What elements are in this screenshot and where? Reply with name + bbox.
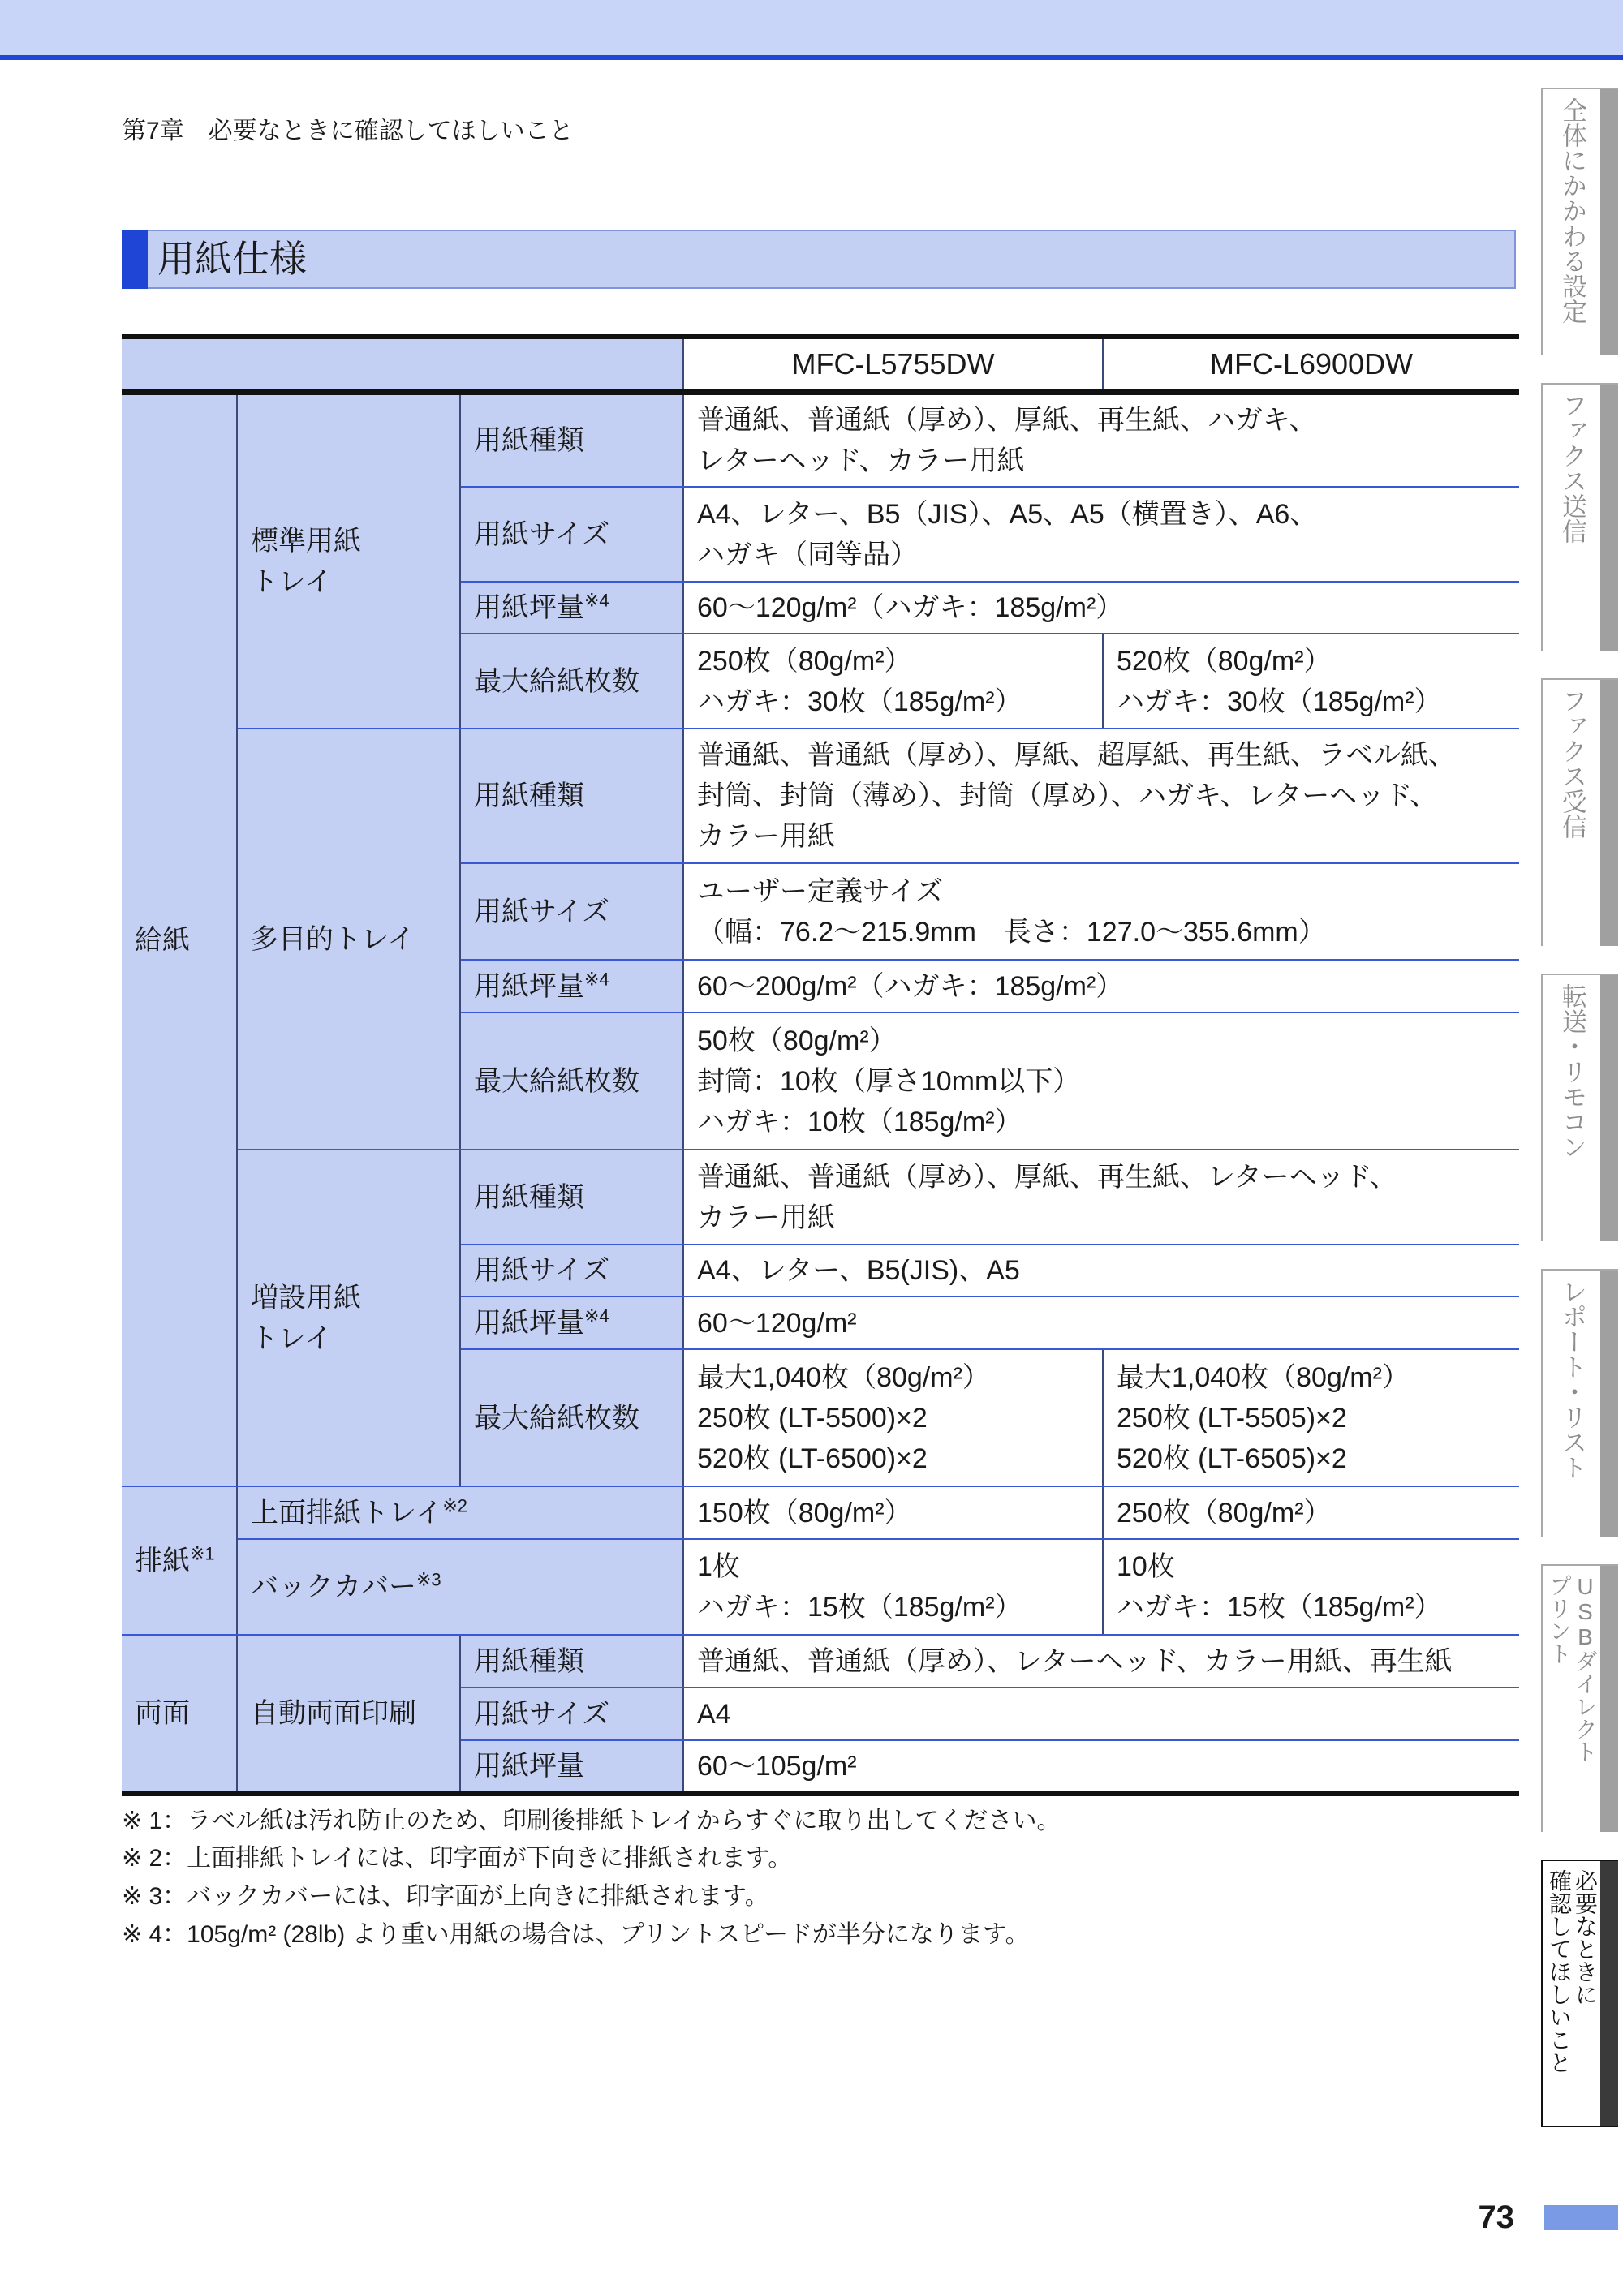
spec-value-line: 普通紙、普通紙（厚め）、厚紙、超厚紙、再生紙、ラベル紙、 <box>697 740 1456 771</box>
spec-value-line: 250枚（80g/m²） <box>697 645 912 677</box>
spec-value-line: A4 <box>697 1698 731 1730</box>
spec-value-line: 最大1,040枚（80g/m²） <box>697 1361 990 1393</box>
spec-value-line: 520枚 (LT-6505)×2 <box>1117 1443 1347 1474</box>
spec-value <box>683 863 1519 960</box>
spec-label-text: 用紙坪量 <box>474 592 584 623</box>
spec-label: 用紙サイズ <box>460 487 683 582</box>
side-tab-text <box>1544 1279 1599 1532</box>
spec-value <box>683 1150 1519 1245</box>
side-tab-fax-send[interactable] <box>1541 383 1618 651</box>
spec-label-text: バックカバー <box>251 1572 416 1602</box>
spec-value-line: ハガキ：30枚（185g/m²） <box>697 686 1022 717</box>
subgroup-label-standard-tray <box>237 393 460 729</box>
header-blank-cell <box>122 337 683 393</box>
side-tab-text <box>1544 1869 1599 2122</box>
spec-value-line: 普通紙、普通紙（厚め）、厚紙、再生紙、レターヘッド、 <box>697 1161 1397 1193</box>
spec-value <box>683 1013 1519 1150</box>
spec-label: 用紙サイズ <box>460 1688 683 1740</box>
side-tab-forward-remote[interactable] <box>1541 974 1618 1241</box>
side-tab-label: ファクス受信 <box>1558 688 1586 839</box>
table-row <box>122 1539 1519 1635</box>
side-tab-label: ファクス送信 <box>1558 393 1586 544</box>
table-header-row <box>122 337 1519 393</box>
spec-value-line: （幅：76.2～215.9mm 長さ：127.0～355.6mm） <box>697 916 1326 948</box>
group-label-feed: 給紙 <box>122 393 237 1487</box>
spec-label: 最大給紙枚数 <box>460 1013 683 1150</box>
spec-value-line: カラー用紙 <box>697 821 835 852</box>
spec-label <box>460 582 683 634</box>
side-tab-label: USBダイレクト <box>1573 1574 1598 1763</box>
spec-value-line: A4、レター、B5(JIS)、A5 <box>697 1255 1020 1286</box>
spec-value-line: 50枚（80g/m²） <box>697 1025 897 1056</box>
spec-value-line: ハガキ：30枚（185g/m²） <box>1117 686 1442 717</box>
spec-value-line: ハガキ：15枚（185g/m²） <box>697 1592 1022 1623</box>
spec-value-model-2 <box>1103 1349 1519 1486</box>
spec-value-line: 60～105g/m² <box>697 1751 857 1782</box>
spec-value-line: 150枚（80g/m²） <box>697 1497 912 1529</box>
spec-value <box>683 960 1519 1013</box>
spec-value-line: 250枚（80g/m²） <box>1117 1497 1332 1529</box>
spec-value-line: 520枚（80g/m²） <box>1117 645 1332 677</box>
spec-value-model-2 <box>1103 1539 1519 1635</box>
side-tab-reports-lists[interactable] <box>1541 1269 1618 1537</box>
spec-value <box>683 487 1519 582</box>
spec-label: 用紙種類 <box>460 1635 683 1688</box>
spec-label: 用紙種類 <box>460 729 683 863</box>
spec-value-line: レターヘッド、カラー用紙 <box>697 445 1025 476</box>
side-tab-text <box>1544 688 1599 941</box>
side-tab-bar <box>1600 1271 1618 1537</box>
spec-value-line: ハガキ（同等品） <box>697 539 918 570</box>
spec-label <box>237 1539 683 1635</box>
spec-value <box>683 1296 1519 1349</box>
spec-label <box>237 1486 683 1539</box>
spec-value-line: 10枚 <box>1117 1551 1175 1582</box>
spec-value <box>683 1740 1519 1794</box>
spec-label: 用紙坪量 <box>460 1740 683 1794</box>
spec-label: 用紙種類 <box>460 1150 683 1245</box>
spec-label-text: 上面排紙トレイ <box>251 1497 443 1529</box>
table-row <box>122 729 1519 863</box>
subgroup-label-lower-tray <box>237 1150 460 1486</box>
spec-value-line: 60～120g/m²（ハガキ：185g/m²） <box>697 592 1124 623</box>
subgroup-label-line: トレイ <box>251 1322 333 1354</box>
spec-value <box>683 1635 1519 1688</box>
spec-value-line: 520枚 (LT-6500)×2 <box>697 1443 928 1474</box>
spec-value-model-1 <box>683 1486 1103 1539</box>
spec-label-text: 用紙坪量 <box>474 970 584 1002</box>
side-tab-label: レポート・リスト <box>1558 1279 1586 1480</box>
footnote: ※ 2：上面排紙トレイには、印字面が下向きに排紙されます。 <box>122 1845 793 1872</box>
spec-label: 最大給紙枚数 <box>460 634 683 729</box>
side-tab-troubleshooting[interactable] <box>1541 1860 1618 2127</box>
footnote-ref: ※4 <box>584 590 609 611</box>
spec-value-model-2 <box>1103 634 1519 729</box>
subgroup-label-auto-duplex: 自動両面印刷 <box>237 1635 460 1794</box>
table-row <box>122 1635 1519 1688</box>
group-label-duplex: 両面 <box>122 1635 237 1794</box>
spec-value <box>683 1688 1519 1740</box>
footnote: ※ 3：バックカバーには、印字面が上向きに排紙されます。 <box>122 1883 769 1910</box>
spec-label: 用紙サイズ <box>460 863 683 960</box>
spec-label: 用紙種類 <box>460 393 683 488</box>
side-tab-bar <box>1600 1566 1618 1832</box>
spec-value-line: ユーザー定義サイズ <box>697 875 944 907</box>
spec-value-line: ハガキ：10枚（185g/m²） <box>697 1106 1022 1137</box>
page-marker-bar <box>1544 2205 1618 2230</box>
group-label-output <box>122 1486 237 1635</box>
spec-value-line: 60～200g/m²（ハガキ：185g/m²） <box>697 970 1124 1002</box>
spec-value <box>683 582 1519 634</box>
table-row <box>122 393 1519 488</box>
spec-value-line: A4、レター、B5（JIS）、A5、A5（横置き）、A6、 <box>697 498 1318 530</box>
section-title-marker <box>122 230 148 289</box>
spec-label: 最大給紙枚数 <box>460 1349 683 1486</box>
table-row <box>122 1486 1519 1539</box>
side-tab-fax-receive[interactable] <box>1541 678 1618 946</box>
chapter-heading: 第7章 必要なときに確認してほしいこと <box>122 118 574 144</box>
side-tab-general-settings[interactable] <box>1541 88 1618 355</box>
side-tab-label: 転送・リモコン <box>1558 983 1586 1159</box>
spec-value-model-1 <box>683 634 1103 729</box>
side-tab-text <box>1544 983 1599 1236</box>
spec-label <box>460 1296 683 1349</box>
side-tab-bar <box>1600 385 1618 651</box>
side-tab-label: プリント <box>1547 1574 1572 1665</box>
section-title: 用紙仕様 <box>157 238 307 280</box>
spec-value-line: 250枚 (LT-5500)×2 <box>697 1402 928 1434</box>
table-row <box>122 1150 1519 1245</box>
side-tab-label: 全体にかかわる設定 <box>1558 97 1586 324</box>
footnote-ref: ※3 <box>416 1569 441 1590</box>
spec-label: 用紙サイズ <box>460 1245 683 1296</box>
subgroup-label-mp-tray: 多目的トレイ <box>237 729 460 1150</box>
spec-value-line: 1枚 <box>697 1551 740 1582</box>
side-tab-text <box>1544 97 1599 350</box>
footnote-ref: ※1 <box>190 1543 215 1564</box>
spec-value-line: カラー用紙 <box>697 1202 835 1233</box>
spec-label-text: 用紙坪量 <box>474 1307 584 1339</box>
spec-value-line: 60～120g/m² <box>697 1307 857 1339</box>
spec-value <box>683 393 1519 488</box>
spec-value <box>683 1245 1519 1296</box>
footnote-ref: ※4 <box>584 969 609 990</box>
side-tab-bar <box>1600 1861 1618 2126</box>
spec-value-line: 250枚 (LT-5505)×2 <box>1117 1402 1347 1434</box>
footnote: ※ 1：ラベル紙は汚れ防止のため、印刷後排紙トレイからすぐに取り出してください。 <box>122 1808 1061 1834</box>
footnote-ref: ※2 <box>442 1495 467 1516</box>
group-label-text: 排紙 <box>135 1545 190 1576</box>
side-tab-label: 確認してほしいこと <box>1547 1869 1572 2074</box>
subgroup-label-line: 標準用紙 <box>251 526 361 557</box>
footnote: ※ 4：105g/m² (28lb) より重い用紙の場合は、プリントスピードが半分になります。 <box>122 1921 1030 1948</box>
spec-value-line: 普通紙、普通紙（厚め）、厚紙、再生紙、ハガキ、 <box>697 405 1317 436</box>
spec-value-model-1 <box>683 1539 1103 1635</box>
section-title-box <box>122 230 1516 289</box>
side-tab-text <box>1544 1574 1599 1827</box>
side-tab-label: 必要なときに <box>1573 1869 1598 2006</box>
side-tab-text <box>1544 393 1599 646</box>
subgroup-label-line: 増設用紙 <box>251 1282 361 1314</box>
side-tab-bar <box>1600 89 1618 355</box>
spec-value <box>683 729 1519 863</box>
side-tab-bar <box>1600 680 1618 946</box>
model-header: MFC-L5755DW <box>683 337 1103 393</box>
spec-value-line: 封筒：10枚（厚さ10mm以下） <box>697 1065 1081 1097</box>
side-tab-usb-direct-print[interactable] <box>1541 1564 1618 1832</box>
paper-spec-table <box>122 334 1519 1796</box>
spec-value-line: ハガキ：15枚（185g/m²） <box>1117 1592 1442 1623</box>
page-number: 73 <box>1478 2199 1514 2235</box>
subgroup-label-line: トレイ <box>251 566 333 597</box>
top-rule-line <box>0 55 1623 60</box>
model-header: MFC-L6900DW <box>1103 337 1519 393</box>
spec-value-model-2 <box>1103 1486 1519 1539</box>
side-tab-bar <box>1600 975 1618 1241</box>
footnote-ref: ※4 <box>584 1305 609 1326</box>
spec-value-line: 普通紙、普通紙（厚め）、レターヘッド、カラー用紙、再生紙 <box>697 1645 1453 1677</box>
spec-label <box>460 960 683 1013</box>
spec-value-line: 最大1,040枚（80g/m²） <box>1117 1361 1410 1393</box>
top-color-band <box>0 0 1623 55</box>
spec-value-line: 封筒、封筒（薄め）、封筒（厚め）、ハガキ、レターヘッド、 <box>697 780 1438 811</box>
spec-value-model-1 <box>683 1349 1103 1486</box>
